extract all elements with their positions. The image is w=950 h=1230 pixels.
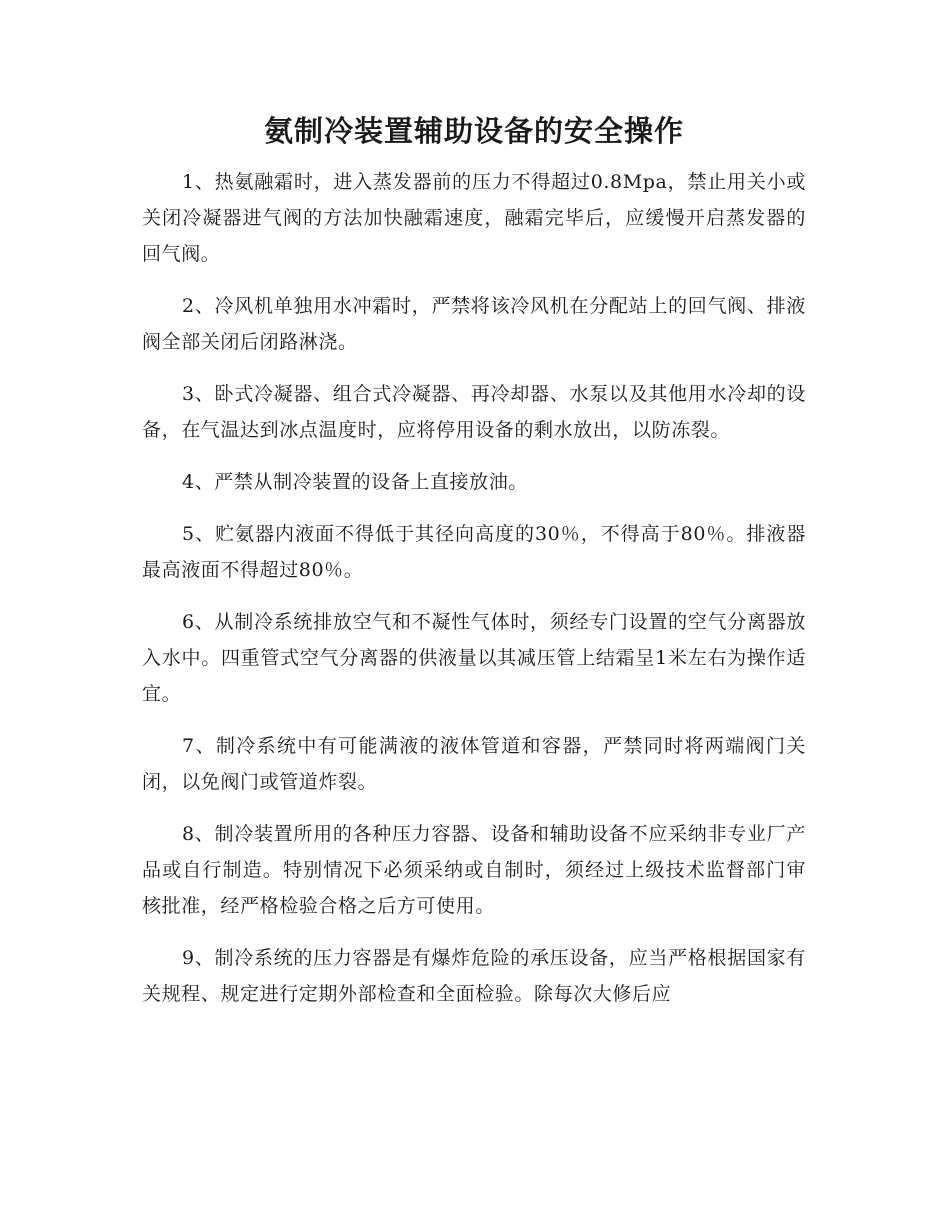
document-title: 氨制冷装置辅助设备的安全操作 xyxy=(263,114,684,148)
paragraph-9: 9、制冷系统的压力容器是有爆炸危险的承压设备，应当严格根据国家有关规程、规定进行定期外部检查和全面检验。除每次大修后应 xyxy=(142,947,806,1005)
paragraph-3: 3、卧式冷凝器、组合式冷凝器、再冷却器、水泵以及其他用水冷却的设备，在气温达到冰点温度时，应将停用设备的剩水放出，以防冻裂。 xyxy=(142,383,806,441)
paragraph-2: 2、冷风机单独用水冲霜时，严禁将该冷风机在分配站上的回气阀、排液阀全部关闭后闭路淋浇。 xyxy=(142,295,806,353)
paragraph-7: 7、制冷系统中有可能满液的液体管道和容器，严禁同时将两端阀门关闭，以免阀门或管道炸裂。 xyxy=(142,735,806,793)
paragraph-1: 1、热氨融霜时，进入蒸发器前的压力不得超过0.8Mpa，禁止用关小或关闭冷凝器进气阀的方法加快融霜速度，融霜完毕后，应缓慢开启蒸发器的回气阀。 xyxy=(142,171,806,265)
paragraph-4: 4、严禁从制冷装置的设备上直接放油。 xyxy=(182,471,528,493)
document-body xyxy=(142,108,806,1028)
paragraph-8: 8、制冷装置所用的各种压力容器、设备和辅助设备不应采纳非专业厂产品或自行制造。特别情况下必须采纳或自制时，须经过上级技术监督部门审核批准，经严格检验合格之后方可使用。 xyxy=(142,823,806,917)
paragraph-5: 5、贮氨器内液面不得低于其径向高度的30％，不得高于80％。排液器最高液面不得超过80％。 xyxy=(142,523,806,581)
paragraph-6: 6、从制冷系统排放空气和不凝性气体时，须经专门设置的空气分离器放入水中。四重管式空气分离器的供液量以其减压管上结霜呈1米左右为操作适宜。 xyxy=(142,611,806,705)
